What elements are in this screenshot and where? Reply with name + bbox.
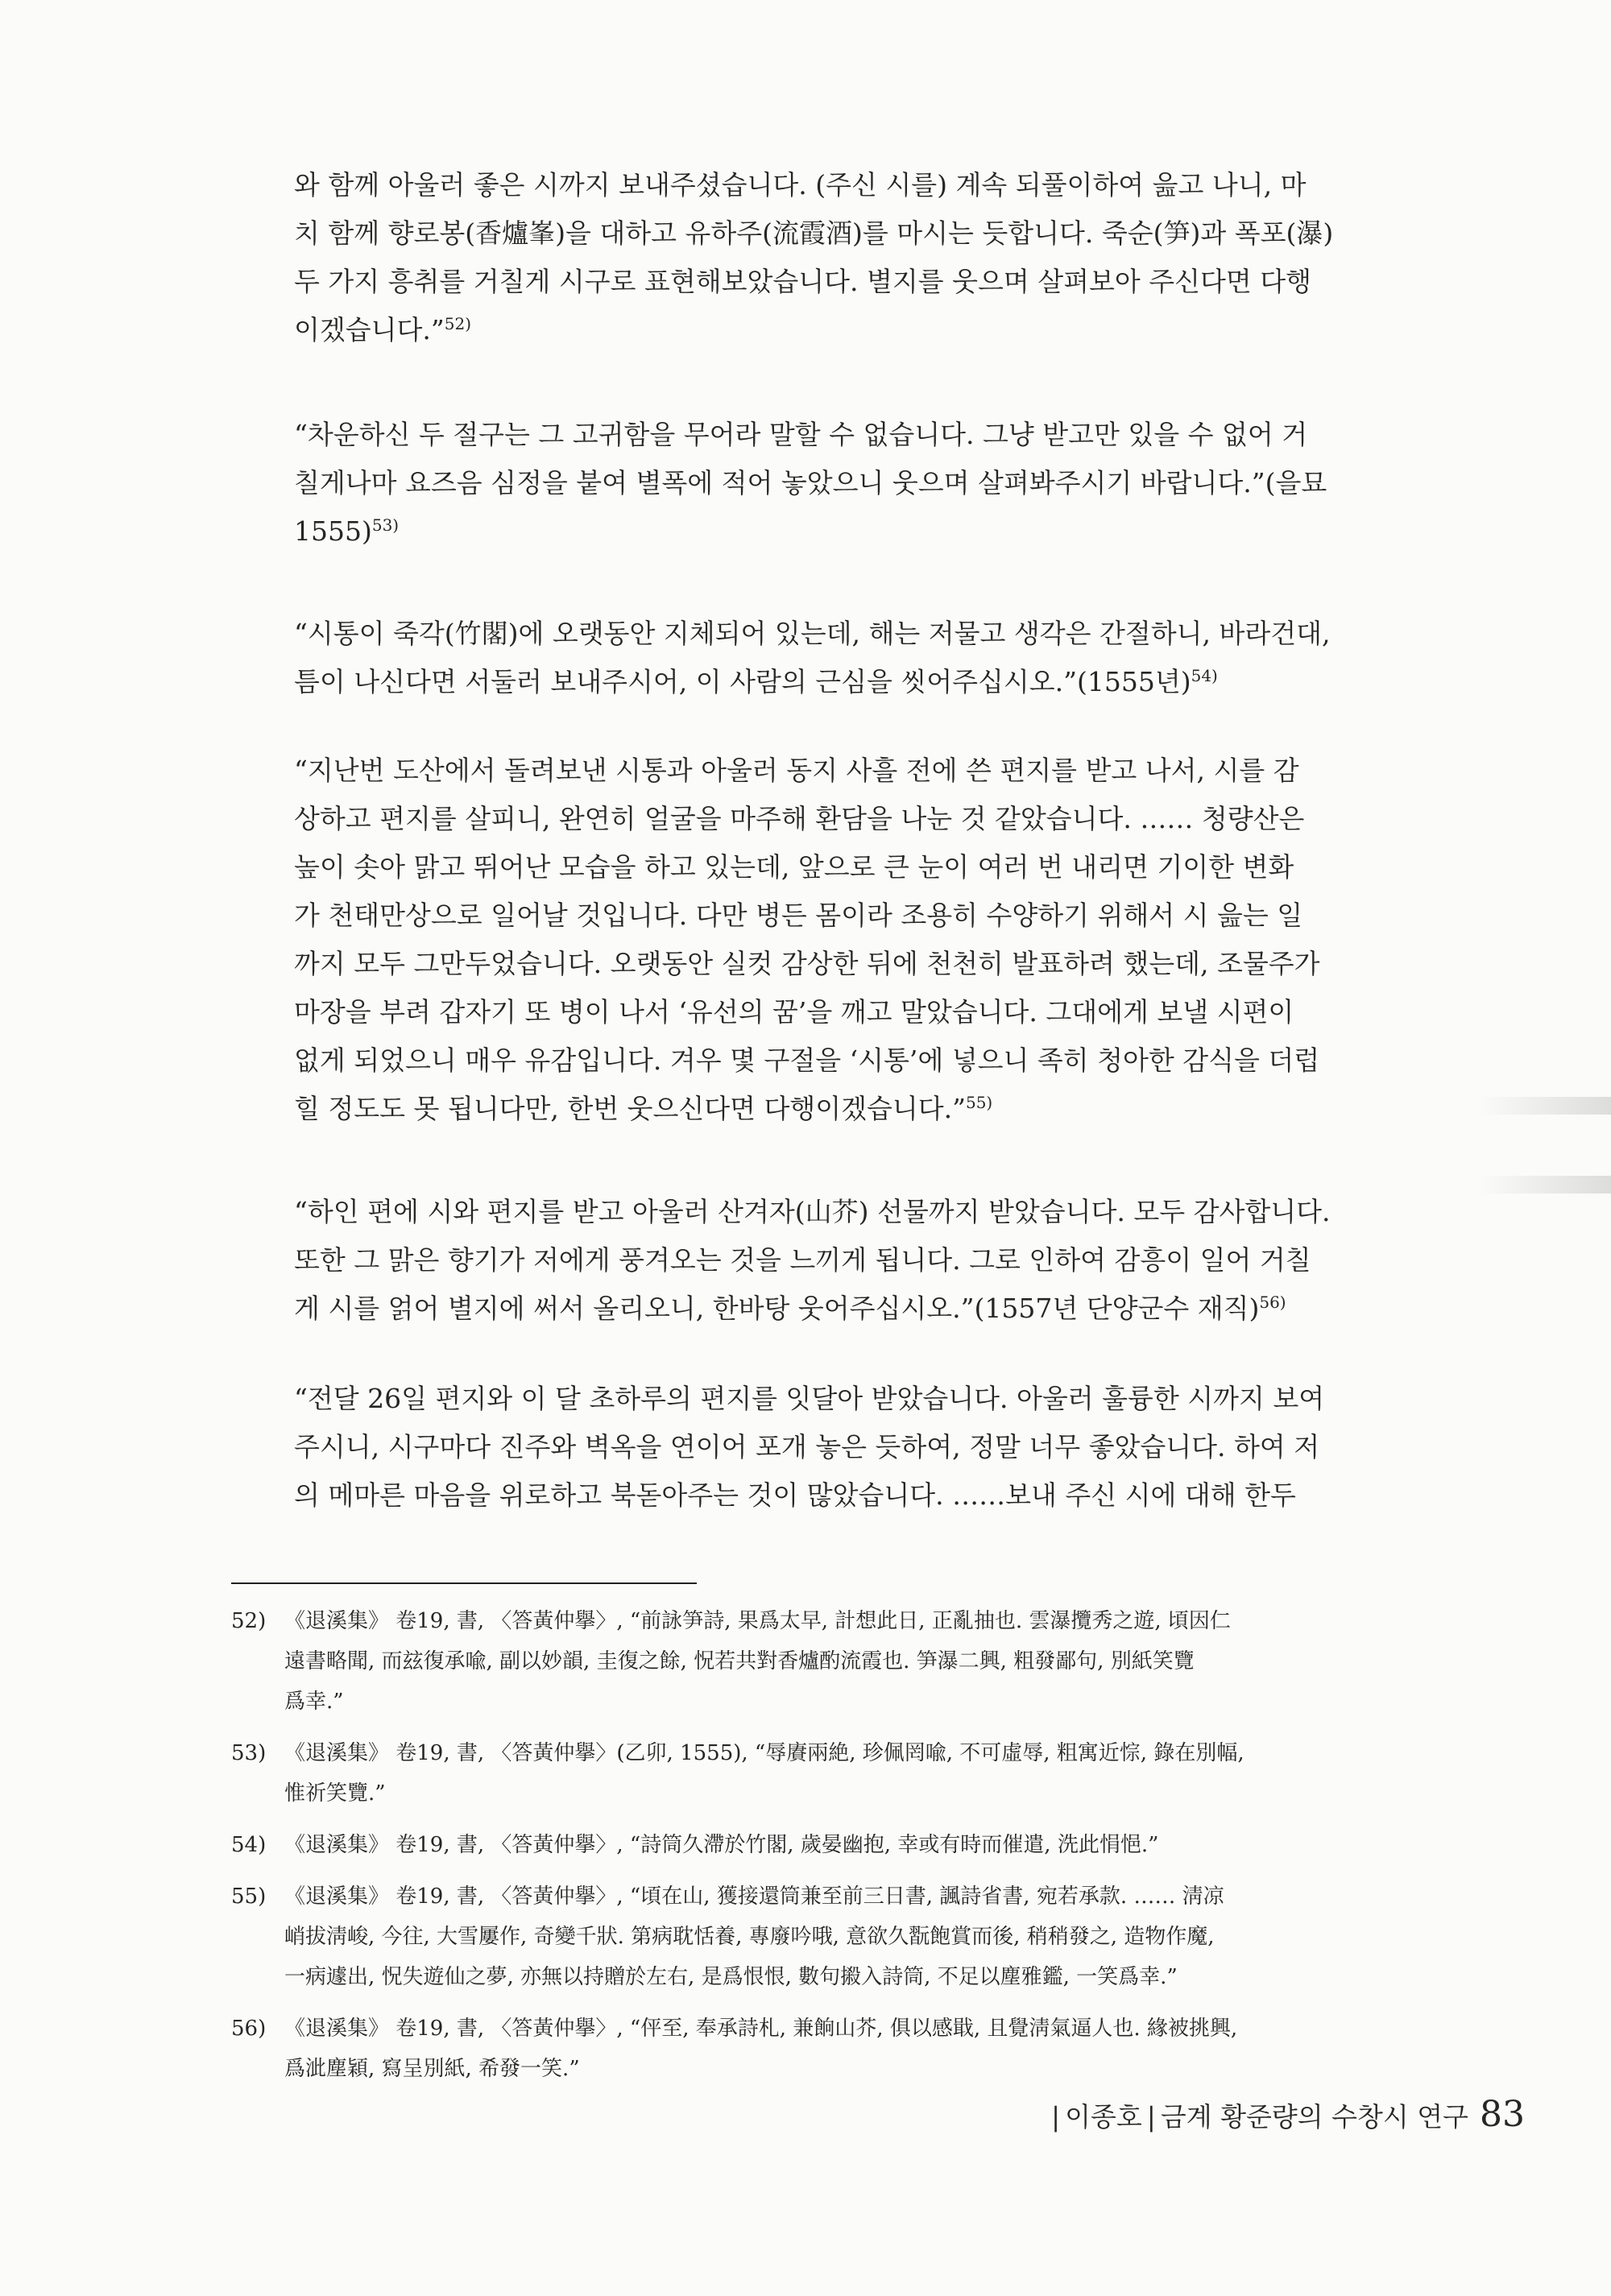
bleed-through-mark xyxy=(1478,1176,1611,1194)
footnote-marker-53[interactable]: 53) xyxy=(371,515,400,535)
footnote-number: 53) xyxy=(231,1741,267,1765)
body-paragraph-1 xyxy=(294,161,1458,354)
footnote-divider xyxy=(231,1582,697,1584)
text-line: “전달 26일 편지와 이 달 초하루의 편지를 잇달아 받았습니다. 아울러 훌륭한 시까지 보여 xyxy=(294,1383,1325,1414)
text-line: “시통이 죽각(竹閣)에 오랫동안 지체되어 있는데, 해는 저물고 생각은 간절하니, 바라건대, xyxy=(294,618,1331,649)
text-line: 마장을 부려 갑자기 또 병이 나서 ‘유선의 꿈’을 깨고 말았습니다. 그대에게 보낼 시편이 xyxy=(294,996,1294,1028)
footnote-line: 《退溪集》 卷19, 書, 〈答黃仲擧〉, “前詠笋詩, 果爲太早, 計想此日, 正亂抽也. 雲瀑攬秀之遊, 頃因仁 xyxy=(284,1609,1231,1633)
footnote-53 xyxy=(231,1733,1524,1814)
text-line: “하인 편에 시와 편지를 받고 아울러 산겨자(山芥) 선물까지 받았습니다. 모두 감사합니다. xyxy=(294,1196,1331,1227)
footnote-line: 峭拔淸峻, 今往, 大雪屢作, 奇變千狀. 第病耽恬養, 專廢吟哦, 意欲久翫飽賞而後, 稍稍發之, 造物作魔, xyxy=(284,1925,1215,1949)
footer-separator: | xyxy=(1146,2101,1156,2133)
footnote-line: 惟祈笑覽.” xyxy=(284,1781,386,1806)
text-line xyxy=(294,306,1458,354)
body-paragraph-4 xyxy=(294,747,1458,1133)
text-line: 까지 모두 그만두었습니다. 오랫동안 실컷 감상한 뒤에 천천히 발표하려 했는데, 조물주가 xyxy=(294,948,1320,979)
text-line xyxy=(294,1285,1458,1333)
footnote-line: 爲幸.” xyxy=(284,1690,344,1714)
footnote-line: 爲泚塵穎, 寫呈別紙, 希發一笑.” xyxy=(284,2057,580,2081)
footnote-number: 52) xyxy=(231,1609,267,1633)
footnote-number: 56) xyxy=(231,2017,267,2041)
footnote-number: 54) xyxy=(231,1833,267,1857)
text-fragment: 1555) xyxy=(294,515,372,547)
footnote-marker-52[interactable]: 52) xyxy=(444,314,472,333)
body-paragraph-6 xyxy=(294,1375,1458,1520)
footer-author: 이종호 xyxy=(1065,2101,1142,2133)
footer-separator: | xyxy=(1050,2101,1061,2133)
footnotes xyxy=(231,1601,1524,2100)
text-line: 주시니, 시구마다 진주와 벽옥을 연이어 포개 놓은 듯하여, 정말 너무 좋았습니다. 하여 저 xyxy=(294,1431,1320,1462)
text-line: “지난번 도산에서 돌려보낸 시통과 아울러 동지 사흘 전에 쓴 편지를 받고 나서, 시를 감 xyxy=(294,755,1299,786)
text-line: 치 함께 향로봉(香爐峯)을 대하고 유하주(流霞酒)를 마시는 듯합니다. 죽순(笋)과 폭포(瀑) xyxy=(294,217,1334,249)
footnote-marker-54[interactable]: 54) xyxy=(1191,666,1218,685)
footnote-marker-55[interactable]: 55) xyxy=(965,1093,993,1112)
text-line: 높이 솟아 맑고 뛰어난 모습을 하고 있는데, 앞으로 큰 눈이 여러 번 내리면 기이한 변화 xyxy=(294,851,1294,883)
text-line xyxy=(294,1085,1458,1133)
footnote-line: 《退溪集》 卷19, 書, 〈答黃仲擧〉, “伻至, 奉承詩札, 兼餉山芥, 俱以感戢, 且覺淸氣逼人也. 緣被挑興, xyxy=(284,2017,1238,2041)
text-fragment: 힐 정도도 못 됩니다만, 한번 웃으신다면 다행이겠습니다.” xyxy=(294,1093,966,1124)
body-paragraph-2 xyxy=(294,411,1458,556)
bleed-through-mark xyxy=(1478,1097,1611,1115)
text-line: 의 메마른 마음을 위로하고 북돋아주는 것이 많았습니다. ……보내 주신 시에 대해 한두 xyxy=(294,1479,1296,1511)
text-fragment: 게 시를 얽어 별지에 써서 올리오니, 한바탕 웃어주십시오.”(1557년 단양군수 재직) xyxy=(294,1293,1260,1324)
body-paragraph-5 xyxy=(294,1188,1458,1333)
text-line: 없게 되었으니 매우 유감입니다. 겨우 몇 구절을 ‘시통’에 넣으니 족히 청아한 감식을 더럽 xyxy=(294,1045,1320,1076)
page-number: 83 xyxy=(1480,2094,1525,2135)
text-line: 상하고 편지를 살피니, 완연히 얼굴을 마주해 환담을 나눈 것 같았습니다. …… 청량산은 xyxy=(294,803,1305,834)
text-line: 두 가지 흥취를 거칠게 시구로 표현해보았습니다. 별지를 웃으며 살펴보아 주신다면 다행 xyxy=(294,266,1311,297)
footnote-line: 遠書略聞, 而玆復承喩, 副以妙韻, 圭復之餘, 怳若共對香爐酌流霞也. 笋瀑二興, 粗發鄙句, 別紙笑覽 xyxy=(284,1649,1195,1673)
text-line: 칠게나마 요즈음 심정을 붙여 별폭에 적어 놓았으니 웃으며 살펴봐주시기 바랍니다.”(을묘 xyxy=(294,467,1327,499)
footer-title: 금계 황준량의 수창시 연구 xyxy=(1160,2101,1468,2133)
footnote-54 xyxy=(231,1825,1524,1865)
footnote-line: 《退溪集》 卷19, 書, 〈答黃仲擧〉, “頃在山, 獲接還筒兼至前三日書, 諷詩省書, 宛若承款. …… 淸凉 xyxy=(284,1884,1224,1909)
text-fragment: 틈이 나신다면 서둘러 보내주시어, 이 사람의 근심을 씻어주십시오.”(1555년) xyxy=(294,666,1191,697)
footnote-number: 55) xyxy=(231,1884,267,1909)
text-fragment: 이겠습니다.” xyxy=(294,314,445,345)
text-line xyxy=(294,658,1458,706)
text-line xyxy=(294,507,1458,556)
text-line: 또한 그 맑은 향기가 저에게 풍겨오는 것을 느끼게 됩니다. 그로 인하여 감흥이 일어 거칠 xyxy=(294,1244,1311,1276)
body-paragraph-3 xyxy=(294,610,1458,706)
footnote-line: 一病遽出, 怳失遊仙之夢, 亦無以持贈於左右, 是爲恨恨, 數句摋入詩筒, 不足以塵雅鑑, 一笑爲幸.” xyxy=(284,1965,1178,1989)
footnote-55 xyxy=(231,1876,1524,1997)
footnote-line: 《退溪集》 卷19, 書, 〈答黃仲擧〉, “詩筒久滯於竹閣, 歲晏幽抱, 幸或有時而催遣, 洗此悁悒.” xyxy=(284,1833,1159,1857)
text-line: 가 천태만상으로 일어날 것입니다. 다만 병든 몸이라 조용히 수양하기 위해서 시 읊는 일 xyxy=(294,900,1303,931)
footnote-56 xyxy=(231,2008,1524,2089)
footnote-line: 《退溪集》 卷19, 書, 〈答黃仲擧〉(乙卯, 1555), “辱賡兩絶, 珍佩罔喩, 不可虛辱, 粗寓近悰, 錄在別幅, xyxy=(284,1741,1244,1765)
footnote-52 xyxy=(231,1601,1524,1722)
running-footer xyxy=(1046,2094,1525,2135)
text-line: 와 함께 아울러 좋은 시까지 보내주셨습니다. (주신 시를) 계속 되풀이하여 읊고 나니, 마 xyxy=(294,169,1307,201)
footnote-marker-56[interactable]: 56) xyxy=(1259,1293,1286,1312)
text-line: “차운하신 두 절구는 그 고귀함을 무어라 말할 수 없습니다. 그냥 받고만 있을 수 없어 거 xyxy=(294,419,1308,450)
